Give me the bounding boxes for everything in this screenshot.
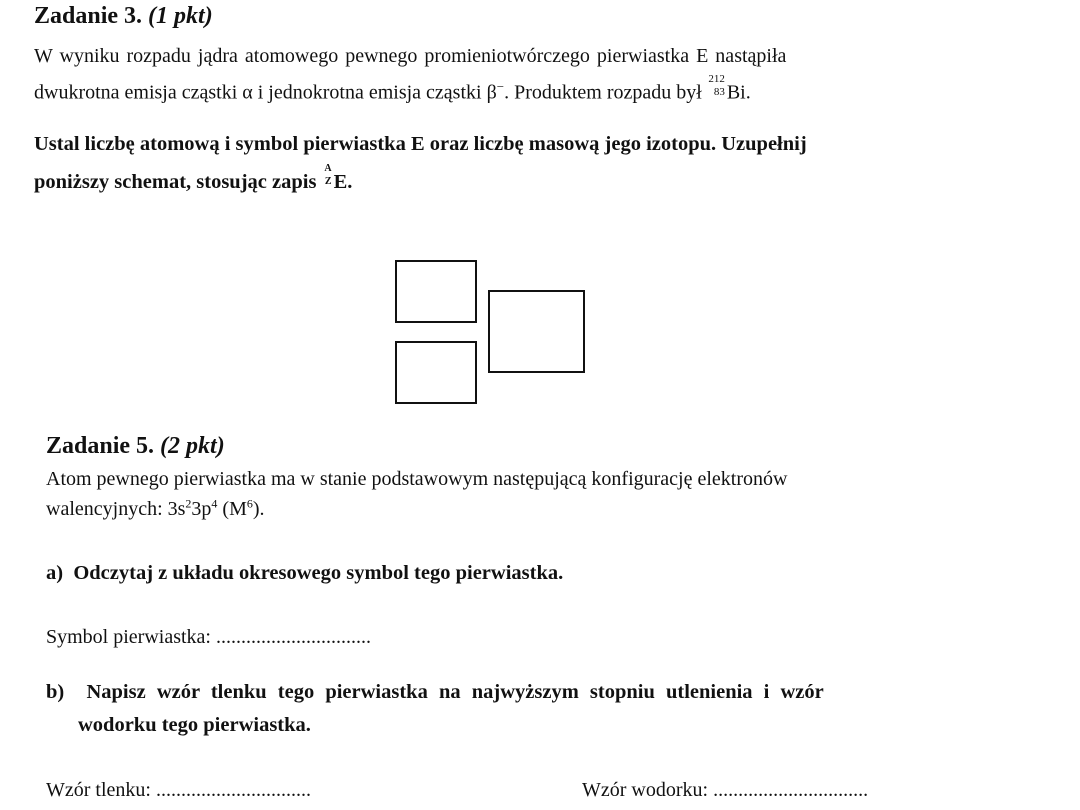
hydride-answer-line[interactable]: Wzór wodorku: ............................... [582, 779, 869, 801]
task5-title-prefix: Zadanie 5. [46, 433, 155, 459]
task3-instruction-line2-prefix: poniższy schemat, stosując zapis [34, 171, 317, 193]
beta-charge: − [496, 79, 505, 94]
task3-paragraph-line1: W wyniku rozpadu jądra atomowego pewnego promieniotwórczego pierwiastka E nastąpiła [34, 45, 787, 67]
config-paren-close: ). [252, 498, 265, 520]
config-paren-open: (M [217, 498, 247, 520]
symbol-answer-line[interactable]: Symbol pierwiastka: ............................... [46, 626, 371, 648]
product-atomic-number: 83 [713, 85, 725, 98]
notation-indices [322, 163, 334, 191]
notation-mass: A [324, 163, 332, 174]
task5-paragraph-line1: Atom pewnego pierwiastka ma w stanie podstawowym następującą konfigurację elektronów [46, 468, 788, 490]
config-exp-shell: 6 [246, 496, 253, 511]
product-mass-number: 212 [708, 72, 725, 85]
oxide-answer-line[interactable]: Wzór tlenku: ............................... [46, 779, 311, 801]
task3-paragraph-line2 [34, 72, 751, 108]
task5-part-b-line1: b) Napisz wzór tlenku tego pierwiastka na najwyższym stopniu utlenienia i wzór [46, 681, 824, 703]
notation-symbol: E. [333, 171, 353, 193]
task3-instruction-line2 [34, 165, 352, 199]
config-mid: 3p [191, 498, 212, 520]
element-symbol-answer-box[interactable] [488, 290, 585, 373]
notation-atomic: Z [324, 176, 332, 187]
task5-part-a: a) Odczytaj z układu okresowego symbol tego pierwiastka. [46, 562, 564, 584]
mass-number-answer-box[interactable] [395, 260, 477, 323]
config-exp-p: 4 [211, 496, 218, 511]
task5-title-points: (2 pkt) [160, 433, 225, 459]
task3-line2-prefix: dwukrotna emisja cząstki α i jednokrotna emisja cząstki β [34, 81, 497, 104]
task3-line2-mid: . Produktem rozpadu był [504, 81, 702, 104]
config-exp-s: 2 [185, 496, 192, 511]
product-symbol: Bi. [726, 81, 751, 104]
product-nuclide-indices [707, 72, 727, 102]
task3-title [34, 3, 213, 30]
config-prefix: walencyjnych: 3s [46, 498, 186, 520]
task3-instruction-line1: Ustal liczbę atomową i symbol pierwiastka E oraz liczbę masową jego izotopu. Uzupełnij [34, 133, 807, 155]
atomic-number-answer-box[interactable] [395, 341, 477, 404]
task5-config-line [46, 494, 265, 524]
task5-part-b-line2: wodorku tego pierwiastka. [78, 714, 311, 736]
task5-title [46, 433, 225, 460]
task3-title-points: (1 pkt) [148, 3, 213, 29]
task3-title-prefix: Zadanie 3. [34, 3, 143, 29]
